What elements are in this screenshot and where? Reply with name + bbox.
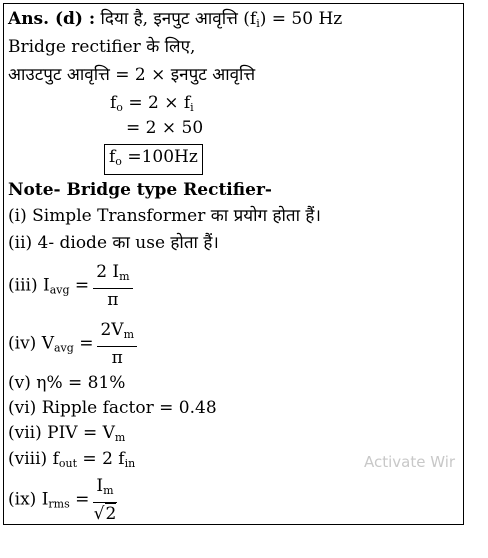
equation-1: $f_o = 2 \times f_i$ — [110, 93, 194, 114]
answer-label: Ans. (d) : — [8, 9, 96, 29]
note-title: Note- Bridge type Rectifier- — [8, 180, 272, 200]
note-item-9: (ix) $I_{rms}$ = $\frac{I_m}{√2}$ — [8, 476, 117, 524]
boxed-result: $f_o =100Hz$ — [104, 144, 203, 175]
note-item-2: (ii) 4- diode का use होता हैं। — [8, 233, 219, 253]
note-item-4: (iv) $V_{avg}$ = $\frac{2V_m}{\pi}$ — [8, 320, 137, 368]
vavg-fraction: $\frac{2V_m}{\pi}$ — [97, 320, 137, 368]
relation-line: आउटपुट आवृत्ति = 2 × इनपुट आवृत्ति — [8, 65, 256, 85]
irms-fraction: $\frac{I_m}{√2}$ — [93, 476, 117, 524]
note-item-8: (viii) $f_{out} = 2$ $f_{in}$ — [8, 449, 136, 470]
note-item-7: (vii) PIV = $V_m$ — [8, 423, 126, 444]
activate-windows-watermark: Activate Wir — [364, 453, 456, 471]
given-line: Ans. (d) : दिया है, इनपुट आवृत्ति $(f_i) = 50$ Hz — [8, 9, 343, 30]
note-item-6: (vi) Ripple factor = 0.48 — [8, 398, 217, 418]
note-item-1: (i) Simple Transformer का प्रयोग होता हैं। — [8, 206, 321, 226]
iavg-fraction: $\frac{2 I_m}{\pi}$ — [93, 262, 132, 310]
note-item-5: (v) η% = 81% — [8, 373, 126, 393]
bridge-line: Bridge rectifier के लिए, — [8, 37, 196, 57]
note-item-3: (iii) $I_{avg}$ = $\frac{2 I_m}{\pi}$ — [8, 262, 133, 310]
equation-2: = 2 × 50 — [126, 118, 204, 138]
